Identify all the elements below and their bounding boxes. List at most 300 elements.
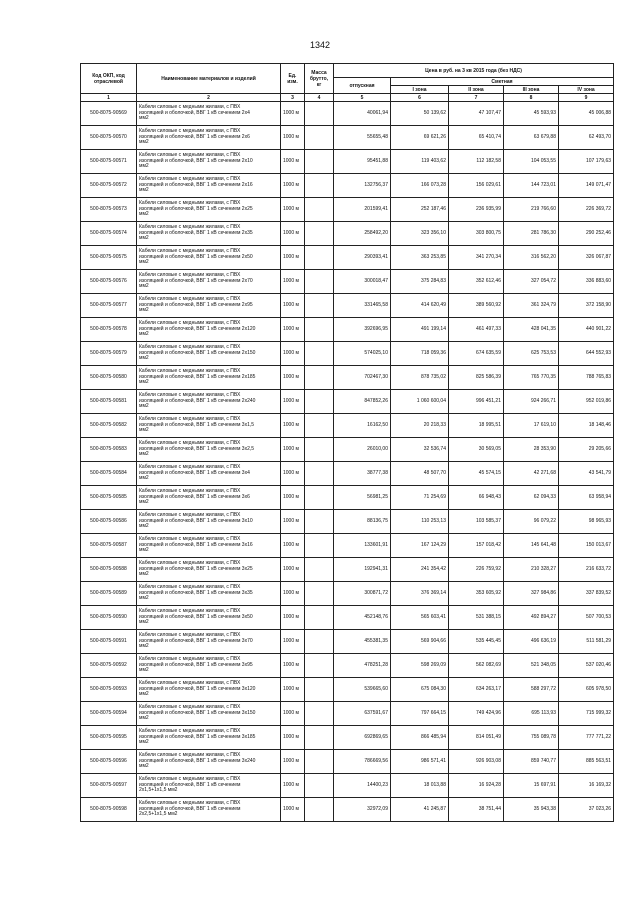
unit-cell: 1000 м — [281, 342, 305, 366]
item-name-cell — [137, 654, 281, 678]
price-zone-2-cell: 825 586,39 — [449, 366, 504, 390]
unit-cell: 1000 м — [281, 198, 305, 222]
header-zone-4: IV зона — [559, 86, 614, 94]
item-name-line: изоляцией и оболочкой, ВВГ 1 кВ сечением — [139, 805, 241, 812]
item-name-cell — [137, 342, 281, 366]
column-number: 2 — [137, 94, 281, 102]
unit-cell: 1000 м — [281, 102, 305, 126]
mass-cell — [305, 630, 334, 654]
mass-cell — [305, 774, 334, 798]
header-otpusknaya: отпускная — [334, 78, 391, 94]
price-table — [80, 63, 614, 822]
item-name-line: изоляцией и оболочкой, ВВГ 1 кВ сечением 2х6 — [139, 133, 250, 140]
price-zone-3-cell: 859 740,77 — [504, 750, 559, 774]
mass-cell — [305, 462, 334, 486]
item-name-line: Кабели силовые с медными жилами, с ПВХ — [139, 224, 241, 231]
item-name-line: Кабели силовые с медными жилами, с ПВХ — [139, 320, 241, 327]
price-otpusknaya-cell: 201599,41 — [334, 198, 391, 222]
price-zone-1-cell: 252 187,46 — [391, 198, 449, 222]
header-code: Код ОКП, код отраслевой — [81, 64, 137, 94]
unit-cell: 1000 м — [281, 438, 305, 462]
price-zone-2-cell: 352 612,46 — [449, 270, 504, 294]
price-zone-1-cell: 375 284,83 — [391, 270, 449, 294]
mass-cell — [305, 150, 334, 174]
price-zone-2-cell: 353 605,92 — [449, 582, 504, 606]
price-otpusknaya-cell: 16162,50 — [334, 414, 391, 438]
item-name-cell — [137, 798, 281, 822]
price-zone-4-cell: 777 771,22 — [559, 726, 614, 750]
item-name-line: изоляцией и оболочкой, ВВГ 1 кВ сечением 3х240 — [139, 757, 256, 764]
price-zone-4-cell: 216 633,72 — [559, 558, 614, 582]
unit-cell: 1000 м — [281, 774, 305, 798]
table-row — [81, 678, 614, 702]
price-zone-3-cell: 45 593,93 — [504, 102, 559, 126]
item-name-line: изоляцией и оболочкой, ВВГ 1 кВ сечением 2х4 — [139, 109, 250, 116]
price-zone-2-cell: 45 574,15 — [449, 462, 504, 486]
item-name-line: Кабели силовые с медными жилами, с ПВХ — [139, 200, 241, 207]
price-zone-1-cell: 414 620,49 — [391, 294, 449, 318]
table-row — [81, 150, 614, 174]
item-name-line: изоляцией и оболочкой, ВВГ 1 кВ сечением 3х50 — [139, 613, 253, 620]
item-name-line: изоляцией и оболочкой, ВВГ 1 кВ сечением 3х120 — [139, 685, 256, 692]
price-zone-3-cell: 695 113,93 — [504, 702, 559, 726]
price-otpusknaya-cell: 539665,60 — [334, 678, 391, 702]
item-name-cell — [137, 198, 281, 222]
item-name-line: изоляцией и оболочкой, ВВГ 1 кВ сечением 3х1,5 — [139, 421, 255, 428]
unit-cell: 1000 м — [281, 150, 305, 174]
unit-cell: 1000 м — [281, 486, 305, 510]
okp-code-cell: 500-8075-90587 — [81, 534, 137, 558]
okp-code-cell: 500-8075-90594 — [81, 702, 137, 726]
item-name-cell — [137, 294, 281, 318]
price-zone-4-cell: 226 369,72 — [559, 198, 614, 222]
header-zone-2: II зона — [449, 86, 504, 94]
mass-cell — [305, 126, 334, 150]
price-zone-2-cell: 30 569,05 — [449, 438, 504, 462]
unit-cell: 1000 м — [281, 462, 305, 486]
price-zone-4-cell: 644 552,93 — [559, 342, 614, 366]
price-zone-1-cell: 878 735,02 — [391, 366, 449, 390]
item-name-line: мм2 — [139, 379, 149, 386]
mass-cell — [305, 486, 334, 510]
price-zone-1-cell: 167 124,29 — [391, 534, 449, 558]
item-name-cell — [137, 630, 281, 654]
column-number: 5 — [334, 94, 391, 102]
item-name-line: Кабели силовые с медными жилами, с ПВХ — [139, 536, 241, 543]
okp-code-cell: 500-8075-90589 — [81, 582, 137, 606]
item-name-line: изоляцией и оболочкой, ВВГ 1 кВ сечением 3х2,5 — [139, 445, 255, 452]
table-body — [81, 102, 614, 822]
item-name-line: Кабели силовые с медными жилами, с ПВХ — [139, 296, 241, 303]
unit-cell: 1000 м — [281, 390, 305, 414]
price-zone-1-cell: 20 218,33 — [391, 414, 449, 438]
item-name-line: изоляцией и оболочкой, ВВГ 1 кВ сечением 3х6 — [139, 493, 250, 500]
price-zone-1-cell: 110 253,13 — [391, 510, 449, 534]
price-zone-4-cell: 43 541,79 — [559, 462, 614, 486]
mass-cell — [305, 510, 334, 534]
okp-code-cell: 500-8075-90591 — [81, 630, 137, 654]
price-zone-3-cell: 63 679,88 — [504, 126, 559, 150]
price-zone-3-cell: 492 894,27 — [504, 606, 559, 630]
item-name-line: изоляцией и оболочкой, ВВГ 1 кВ сечением 2х10 — [139, 157, 253, 164]
okp-code-cell: 500-8075-90588 — [81, 558, 137, 582]
okp-code-cell: 500-8075-90581 — [81, 390, 137, 414]
item-name-line: мм2 — [139, 331, 149, 338]
mass-cell — [305, 798, 334, 822]
okp-code-cell: 500-8075-90583 — [81, 438, 137, 462]
item-name-cell — [137, 606, 281, 630]
price-otpusknaya-cell: 300871,72 — [334, 582, 391, 606]
item-name-cell — [137, 582, 281, 606]
price-zone-2-cell: 749 424,96 — [449, 702, 504, 726]
price-zone-3-cell: 755 089,78 — [504, 726, 559, 750]
mass-cell — [305, 414, 334, 438]
item-name-line: мм2 — [139, 451, 149, 458]
price-zone-1-cell: 718 059,36 — [391, 342, 449, 366]
item-name-line: изоляцией и оболочкой, ВВГ 1 кВ сечением 3х4 — [139, 469, 250, 476]
table-row — [81, 438, 614, 462]
item-name-line: мм2 — [139, 547, 149, 554]
column-number: 8 — [504, 94, 559, 102]
item-name-line: изоляцией и оболочкой, ВВГ 1 кВ сечением 2х16 — [139, 181, 253, 188]
item-name-line: Кабели силовые с медными жилами, с ПВХ — [139, 464, 241, 471]
item-name-line: мм2 — [139, 187, 149, 194]
header-unit: Ед. изм. — [281, 64, 305, 94]
unit-cell: 1000 м — [281, 558, 305, 582]
item-name-line: изоляцией и оболочкой, ВВГ 1 кВ сечением 2х70 — [139, 277, 253, 284]
unit-cell: 1000 м — [281, 414, 305, 438]
price-zone-3-cell: 144 723,01 — [504, 174, 559, 198]
item-name-line: Кабели силовые с медными жилами, с ПВХ — [139, 104, 241, 111]
price-otpusknaya-cell: 133601,91 — [334, 534, 391, 558]
price-zone-2-cell: 926 903,08 — [449, 750, 504, 774]
price-zone-1-cell: 866 485,94 — [391, 726, 449, 750]
unit-cell: 1000 м — [281, 126, 305, 150]
okp-code-cell: 500-8075-90592 — [81, 654, 137, 678]
price-zone-3-cell: 316 562,20 — [504, 246, 559, 270]
item-name-line: Кабели силовые с медными жилами, с ПВХ — [139, 584, 241, 591]
table-row — [81, 342, 614, 366]
item-name-line: 2х2,5+1х1,5 мм2 — [139, 811, 178, 818]
price-zone-1-cell: 376 369,14 — [391, 582, 449, 606]
okp-code-cell: 500-8075-90570 — [81, 126, 137, 150]
price-zone-1-cell: 71 254,69 — [391, 486, 449, 510]
price-zone-3-cell: 35 943,38 — [504, 798, 559, 822]
price-otpusknaya-cell: 300018,47 — [334, 270, 391, 294]
mass-cell — [305, 318, 334, 342]
table-row — [81, 582, 614, 606]
price-zone-2-cell: 103 585,37 — [449, 510, 504, 534]
table-row — [81, 558, 614, 582]
price-zone-4-cell: 290 252,46 — [559, 222, 614, 246]
price-zone-3-cell: 96 079,22 — [504, 510, 559, 534]
price-zone-1-cell: 48 507,70 — [391, 462, 449, 486]
table-row — [81, 486, 614, 510]
table-row — [81, 702, 614, 726]
item-name-line: изоляцией и оболочкой, ВВГ 1 кВ сечением — [139, 781, 241, 788]
price-otpusknaya-cell: 55655,48 — [334, 126, 391, 150]
okp-code-cell: 500-8075-90597 — [81, 774, 137, 798]
item-name-line: мм2 — [139, 307, 149, 314]
item-name-line: мм2 — [139, 259, 149, 266]
price-zone-1-cell: 323 356,10 — [391, 222, 449, 246]
table-row — [81, 174, 614, 198]
item-name-line: мм2 — [139, 595, 149, 602]
price-otpusknaya-cell: 455381,35 — [334, 630, 391, 654]
price-otpusknaya-cell: 452148,76 — [334, 606, 391, 630]
price-otpusknaya-cell: 40061,94 — [334, 102, 391, 126]
item-name-line: Кабели силовые с медными жилами, с ПВХ — [139, 560, 241, 567]
item-name-line: мм2 — [139, 499, 149, 506]
price-zone-4-cell: 788 765,83 — [559, 366, 614, 390]
column-number: 3 — [281, 94, 305, 102]
mass-cell — [305, 390, 334, 414]
okp-code-cell: 500-8075-90586 — [81, 510, 137, 534]
item-name-line: мм2 — [139, 211, 149, 218]
price-zone-2-cell: 535 445,45 — [449, 630, 504, 654]
price-otpusknaya-cell: 38777,38 — [334, 462, 391, 486]
item-name-line: Кабели силовые с медными жилами, с ПВХ — [139, 728, 241, 735]
item-name-line: мм2 — [139, 667, 149, 674]
item-name-line: изоляцией и оболочкой, ВВГ 1 кВ сечением 2х150 — [139, 349, 256, 356]
table-row — [81, 750, 614, 774]
price-zone-2-cell: 65 410,74 — [449, 126, 504, 150]
price-zone-2-cell: 674 635,59 — [449, 342, 504, 366]
item-name-line: изоляцией и оболочкой, ВВГ 1 кВ сечением 3х16 — [139, 541, 253, 548]
price-zone-4-cell: 511 581,29 — [559, 630, 614, 654]
price-zone-1-cell: 491 199,14 — [391, 318, 449, 342]
price-zone-1-cell: 18 013,88 — [391, 774, 449, 798]
price-zone-3-cell: 210 328,27 — [504, 558, 559, 582]
table-row — [81, 462, 614, 486]
price-zone-2-cell: 112 182,58 — [449, 150, 504, 174]
item-name-cell — [137, 150, 281, 174]
price-zone-2-cell: 814 051,49 — [449, 726, 504, 750]
price-zone-3-cell: 15 697,91 — [504, 774, 559, 798]
item-name-cell — [137, 558, 281, 582]
price-zone-4-cell: 336 883,60 — [559, 270, 614, 294]
item-name-line: Кабели силовые с медными жилами, с ПВХ — [139, 248, 241, 255]
price-zone-3-cell: 521 348,05 — [504, 654, 559, 678]
okp-code-cell: 500-8075-90598 — [81, 798, 137, 822]
item-name-line: Кабели силовые с медными жилами, с ПВХ — [139, 656, 241, 663]
item-name-line: мм2 — [139, 571, 149, 578]
unit-cell: 1000 м — [281, 510, 305, 534]
item-name-line: мм2 — [139, 739, 149, 746]
mass-cell — [305, 726, 334, 750]
unit-cell: 1000 м — [281, 270, 305, 294]
price-otpusknaya-cell: 192941,31 — [334, 558, 391, 582]
okp-code-cell: 500-8075-90580 — [81, 366, 137, 390]
price-zone-4-cell: 440 901,22 — [559, 318, 614, 342]
item-name-cell — [137, 726, 281, 750]
price-zone-3-cell: 219 766,60 — [504, 198, 559, 222]
price-otpusknaya-cell: 95451,88 — [334, 150, 391, 174]
price-otpusknaya-cell: 574025,10 — [334, 342, 391, 366]
item-name-line: изоляцией и оболочкой, ВВГ 1 кВ сечением 2х240 — [139, 397, 256, 404]
mass-cell — [305, 222, 334, 246]
price-zone-3-cell: 428 041,35 — [504, 318, 559, 342]
price-zone-3-cell: 281 786,30 — [504, 222, 559, 246]
item-name-line: Кабели силовые с медными жилами, с ПВХ — [139, 608, 241, 615]
price-zone-1-cell: 986 571,41 — [391, 750, 449, 774]
item-name-line: Кабели силовые с медными жилами, с ПВХ — [139, 368, 241, 375]
item-name-line: изоляцией и оболочкой, ВВГ 1 кВ сечением 3х35 — [139, 589, 253, 596]
item-name-line: изоляцией и оболочкой, ВВГ 1 кВ сечением 2х50 — [139, 253, 253, 260]
table-row — [81, 198, 614, 222]
price-zone-1-cell: 565 603,41 — [391, 606, 449, 630]
item-name-cell — [137, 126, 281, 150]
price-zone-4-cell: 885 563,51 — [559, 750, 614, 774]
price-zone-1-cell: 32 536,74 — [391, 438, 449, 462]
item-name-line: Кабели силовые с медными жилами, с ПВХ — [139, 440, 241, 447]
item-name-line: Кабели силовые с медными жилами, с ПВХ — [139, 704, 241, 711]
okp-code-cell: 500-8075-90596 — [81, 750, 137, 774]
price-zone-1-cell: 241 354,42 — [391, 558, 449, 582]
price-otpusknaya-cell: 56981,25 — [334, 486, 391, 510]
okp-code-cell: 500-8075-90577 — [81, 294, 137, 318]
price-zone-4-cell: 507 700,53 — [559, 606, 614, 630]
item-name-line: изоляцией и оболочкой, ВВГ 1 кВ сечением 2х35 — [139, 229, 253, 236]
item-name-line: мм2 — [139, 643, 149, 650]
item-name-line: мм2 — [139, 139, 149, 146]
okp-code-cell: 500-8075-90571 — [81, 150, 137, 174]
item-name-cell — [137, 462, 281, 486]
price-zone-3-cell: 42 271,68 — [504, 462, 559, 486]
table-row — [81, 774, 614, 798]
price-zone-4-cell: 16 169,32 — [559, 774, 614, 798]
price-zone-3-cell: 765 770,35 — [504, 366, 559, 390]
item-name-line: Кабели силовые с медными жилами, с ПВХ — [139, 632, 241, 639]
table-row — [81, 366, 614, 390]
unit-cell: 1000 м — [281, 318, 305, 342]
item-name-line: Кабели силовые с медными жилами, с ПВХ — [139, 680, 241, 687]
unit-cell: 1000 м — [281, 366, 305, 390]
item-name-line: изоляцией и оболочкой, ВВГ 1 кВ сечением 3х150 — [139, 709, 256, 716]
unit-cell: 1000 м — [281, 174, 305, 198]
okp-code-cell: 500-8075-90578 — [81, 318, 137, 342]
okp-code-cell: 500-8075-90584 — [81, 462, 137, 486]
unit-cell: 1000 м — [281, 294, 305, 318]
item-name-cell — [137, 486, 281, 510]
item-name-line: мм2 — [139, 115, 149, 122]
price-zone-2-cell: 16 924,28 — [449, 774, 504, 798]
table-row — [81, 246, 614, 270]
price-zone-4-cell: 37 023,26 — [559, 798, 614, 822]
price-zone-3-cell: 625 753,53 — [504, 342, 559, 366]
price-otpusknaya-cell: 392696,95 — [334, 318, 391, 342]
unit-cell: 1000 м — [281, 222, 305, 246]
table-row — [81, 294, 614, 318]
unit-cell: 1000 м — [281, 630, 305, 654]
item-name-line: Кабели силовые с медными жилами, с ПВХ — [139, 152, 241, 159]
price-otpusknaya-cell: 258492,20 — [334, 222, 391, 246]
table-row — [81, 222, 614, 246]
price-zone-3-cell: 104 053,55 — [504, 150, 559, 174]
table-row — [81, 630, 614, 654]
price-zone-2-cell: 236 935,99 — [449, 198, 504, 222]
price-zone-4-cell: 537 020,46 — [559, 654, 614, 678]
mass-cell — [305, 366, 334, 390]
price-zone-2-cell: 341 270,34 — [449, 246, 504, 270]
item-name-line: изоляцией и оболочкой, ВВГ 1 кВ сечением 2х120 — [139, 325, 256, 332]
table-row — [81, 798, 614, 822]
okp-code-cell: 500-8075-90590 — [81, 606, 137, 630]
item-name-line: мм2 — [139, 715, 149, 722]
okp-code-cell: 500-8075-90579 — [81, 342, 137, 366]
price-zone-4-cell: 337 839,52 — [559, 582, 614, 606]
mass-cell — [305, 246, 334, 270]
mass-cell — [305, 534, 334, 558]
price-zone-2-cell: 66 948,43 — [449, 486, 504, 510]
mass-cell — [305, 102, 334, 126]
okp-code-cell: 500-8075-90575 — [81, 246, 137, 270]
table-row — [81, 390, 614, 414]
item-name-line: мм2 — [139, 235, 149, 242]
item-name-cell — [137, 414, 281, 438]
mass-cell — [305, 342, 334, 366]
price-otpusknaya-cell: 702467,30 — [334, 366, 391, 390]
price-zone-2-cell: 38 751,44 — [449, 798, 504, 822]
item-name-cell — [137, 270, 281, 294]
item-name-line: мм2 — [139, 427, 149, 434]
item-name-line: изоляцией и оболочкой, ВВГ 1 кВ сечением 3х185 — [139, 733, 256, 740]
header-zone-3: III зона — [504, 86, 559, 94]
item-name-line: мм2 — [139, 355, 149, 362]
item-name-line: изоляцией и оболочкой, ВВГ 1 кВ сечением 3х10 — [139, 517, 253, 524]
mass-cell — [305, 654, 334, 678]
item-name-line: Кабели силовые с медными жилами, с ПВХ — [139, 344, 241, 351]
item-name-cell — [137, 678, 281, 702]
item-name-line: Кабели силовые с медными жилами, с ПВХ — [139, 488, 241, 495]
price-zone-2-cell: 47 107,47 — [449, 102, 504, 126]
unit-cell: 1000 м — [281, 678, 305, 702]
price-otpusknaya-cell: 32972,09 — [334, 798, 391, 822]
item-name-cell — [137, 318, 281, 342]
price-zone-1-cell: 41 245,87 — [391, 798, 449, 822]
unit-cell: 1000 м — [281, 798, 305, 822]
price-zone-4-cell: 63 958,94 — [559, 486, 614, 510]
price-zone-4-cell: 605 978,50 — [559, 678, 614, 702]
item-name-line: мм2 — [139, 163, 149, 170]
price-zone-1-cell: 363 253,85 — [391, 246, 449, 270]
price-zone-2-cell: 531 388,15 — [449, 606, 504, 630]
price-otpusknaya-cell: 26010,00 — [334, 438, 391, 462]
item-name-cell — [137, 102, 281, 126]
price-otpusknaya-cell: 847852,26 — [334, 390, 391, 414]
okp-code-cell: 500-8075-90569 — [81, 102, 137, 126]
item-name-line: мм2 — [139, 691, 149, 698]
price-otpusknaya-cell: 290393,41 — [334, 246, 391, 270]
table-row — [81, 126, 614, 150]
price-zone-3-cell: 361 324,79 — [504, 294, 559, 318]
price-zone-3-cell: 17 619,10 — [504, 414, 559, 438]
mass-cell — [305, 702, 334, 726]
item-name-line: изоляцией и оболочкой, ВВГ 1 кВ сечением 2х25 — [139, 205, 253, 212]
price-zone-2-cell: 996 451,21 — [449, 390, 504, 414]
table-row — [81, 102, 614, 126]
item-name-cell — [137, 438, 281, 462]
item-name-line: мм2 — [139, 403, 149, 410]
item-name-line: Кабели силовые с медными жилами, с ПВХ — [139, 416, 241, 423]
column-number: 7 — [449, 94, 504, 102]
okp-code-cell: 500-8075-90576 — [81, 270, 137, 294]
okp-code-cell: 500-8075-90572 — [81, 174, 137, 198]
price-otpusknaya-cell: 786669,56 — [334, 750, 391, 774]
item-name-cell — [137, 750, 281, 774]
price-zone-1-cell: 1 060 600,04 — [391, 390, 449, 414]
item-name-line: мм2 — [139, 283, 149, 290]
